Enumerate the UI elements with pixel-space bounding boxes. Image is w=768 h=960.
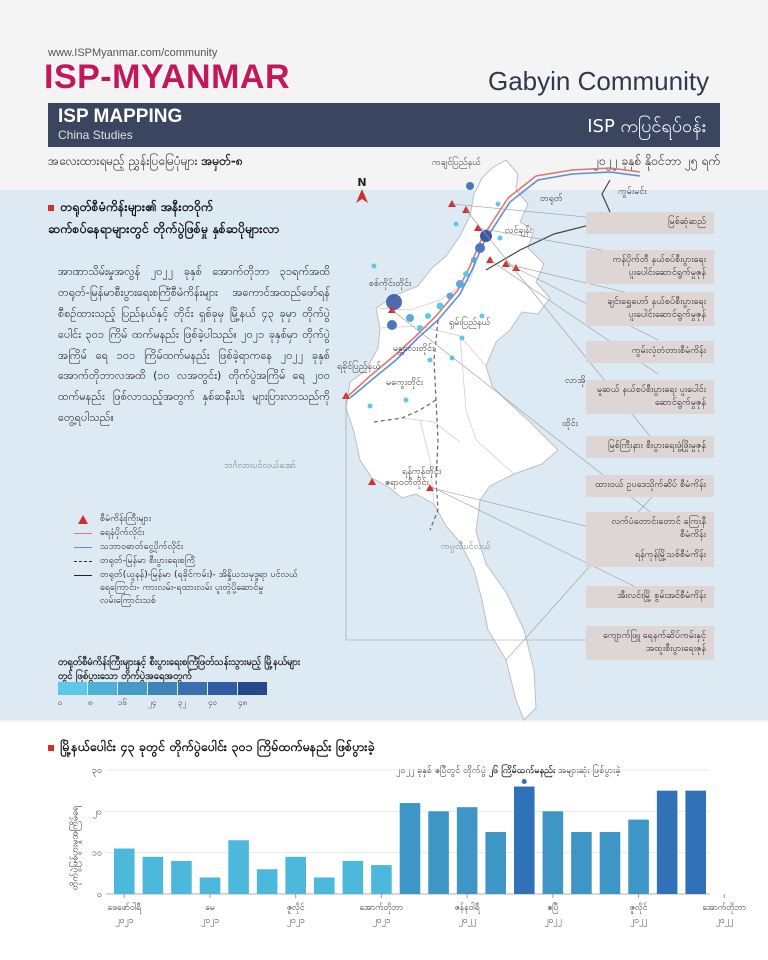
x-tick-year: ၂၀၂၂ [458, 916, 476, 926]
bar [685, 791, 706, 894]
banner-right-title: ISP ကပြင်ရပ်ဝန်း [587, 116, 706, 137]
place-label: လင်ချန်း [505, 226, 532, 236]
project-callout: မြစ်ကြီးနား စီးပွားရေးဖွံ့ဖြိုးမှုဇုန် [586, 436, 714, 458]
highlight-marker [522, 779, 527, 784]
note-prefix: ၂၀၂၂ ခုနှစ် ဧပြီတွင် တိုက်ပွဲ [396, 766, 486, 776]
x-tick-label: အောက်တိုဘာ [359, 903, 404, 913]
header-banner [48, 103, 720, 147]
bullet-square-icon [48, 205, 54, 211]
brand-logo: ISP-MYANMAR [44, 58, 291, 96]
issue-number: အမှတ်-၈ [201, 154, 243, 168]
project-callout: လက်ပံတောင်းတောင် ကြေးနီစီမံကိန်း [586, 512, 714, 546]
x-tick-label: ဇူလိုင် [286, 903, 305, 913]
x-tick-label: ဖေဖော်ဝါရီ [107, 903, 142, 913]
bar [343, 861, 364, 894]
place-label: ရန်ကုန်တိုင်း [402, 467, 442, 477]
chart-title-text: မြို့နယ်ပေါင်း ၄၃ ခုတွင် တိုက်ပွဲပေါင်း ၃၀၁ ကြိမ်ထက်မနည်း ဖြစ်ပွားခဲ့ [60, 739, 375, 754]
place-label: ရှမ်းပြည်နယ် [449, 318, 491, 328]
project-callout: ကွမ်းလုံတံတားစီမံကိန်း [586, 341, 714, 363]
x-tick-year: ၂၀၂၂ [715, 916, 733, 926]
mapping-subtitle: China Studies [58, 128, 133, 142]
scale-tick: ၁၆ [118, 698, 127, 707]
project-callout: မူဆယ် နယ်စပ်စီးပွားရေး ပူးပေါင်းဆောင်ရွက်မှုဇုန် [586, 380, 714, 414]
north-arrow-icon [355, 176, 369, 206]
issue-date: ၂၀၂၂ ခုနှစ် နိုဝင်ဘာ ၂၅ ရက် [593, 154, 720, 168]
scale-tick: ၀ [58, 698, 63, 707]
bar [485, 832, 506, 894]
project-callout: ကန်ပိုက်တီ နယ်စပ်စီးပွားရေး ပူးပေါင်းဆောင်ရွက်မှုဇုန် [586, 250, 714, 284]
place-label: ကွမ်းမင်း [618, 187, 647, 197]
line-swatch [74, 533, 92, 534]
place-label: မန္တလေးတိုင်း [393, 344, 435, 354]
place-label: ဧရာဝတီတိုင်း [385, 478, 429, 488]
issue-label: အလေးထားရမည့် ညွှန်းပြမြေပုံများ [48, 154, 198, 168]
bar [514, 787, 535, 894]
bar [428, 811, 449, 894]
legend-item [58, 569, 308, 608]
bar [371, 865, 392, 894]
site-url[interactable]: www.ISPMyanmar.com/community [48, 47, 218, 59]
x-tick-label: ဇန်နဝါရီ [454, 903, 480, 913]
legend-label: သဘာဝဓာတ်ငွေ့ပိုက်လိုင်း [100, 542, 184, 552]
x-tick-year: ၂၀၂၁ [115, 916, 134, 926]
north-label: N [357, 176, 367, 189]
x-tick-year: ၂၀၂၁ [286, 916, 305, 926]
x-tick-year: ၂၀၂၂ [544, 916, 562, 926]
y-tick-label: ၂၀ [92, 807, 102, 818]
bar [543, 811, 564, 894]
bar [314, 877, 335, 894]
project-callout: ချင်းရွှေဟော် နယ်စပ်စီးပွားရေး ပူးပေါင်းဆောင်ရွက်မှုဇုန် [586, 292, 714, 326]
place-label: လာအို [565, 376, 586, 386]
y-axis-label: တိုက်ပွဲဖြစ်ပွားမှုအကြိမ်ရေ [70, 805, 81, 891]
mapping-title: ISP MAPPING [58, 106, 183, 127]
bar [200, 877, 221, 894]
bar [114, 849, 135, 894]
place-label: ဘင်္ဂလားပင်လယ်အော် [224, 461, 297, 471]
line-swatch [74, 575, 92, 576]
bar [600, 832, 621, 894]
place-label: ကပ္ပလီပင်လယ် [441, 542, 491, 552]
line-swatch [74, 561, 92, 562]
project-callout: အီးလင်းမြို့ စွမ်းအင်စီမံကိန်း [586, 586, 714, 608]
scale-cell [58, 682, 87, 695]
body-paragraph: အာဏာသိမ်းမှုအလွန် ၂၀၂၂ ခုနှစ် အောက်တိုဘာ ၃၁ရက်အထိတရုတ်-မြန်မာစီးပွားရေးစင်္ကြံစီမံကိန်းများ အကောင်အထည်ဖော်ရန် စီစဉ်ထားသည့် ပြည်နယ်နှင့် တိုင်း ရှစ်ခုမှ မြို့နယ် ၄၃ ခုမှာ တိုက်ပွဲပေါင်း ၃၀၁ ကြိမ် ထက်မနည်း ဖြစ်ခဲ့ပါသည်။ ၂၀၂၁ ခုနှစ်မှာ တိုက်ပွဲအကြိမ် ရေ ၁၀၁ ကြိမ်ထက်မနည်း ဖြစ်ခဲ့ရာကနေ ၂၀၂၂ ခုနှစ် အောက်တိုဘာလအထိ (၁၀ လအတွင်း) တိုက်ပွဲအကြိမ် ရေ ၂၀၀ ထက်မနည်း ဖြစ်လာသည့်အတွက် နှစ်ဆနီးပါး များပြားလာသည်ကို တွေ့ရပါသည်။ [58, 265, 330, 425]
scale-cell [178, 682, 207, 695]
section-title-line1: တရုတ်စီမံကိန်းများ၏ အနီးတဝိုက် [60, 199, 214, 214]
section-title [48, 196, 328, 240]
section-title-line2: ဆက်စပ်နေရာများတွင် တိုက်ပွဲဖြစ်မှု နှစ်ဆပိုများလာ [48, 220, 280, 236]
x-tick-year: ၂၀၂၁ [201, 916, 219, 926]
scale-tick: ၄၀ [208, 698, 217, 707]
place-label: ကချင်ပြည်နယ် [432, 158, 482, 168]
bar [143, 857, 164, 894]
bar [228, 840, 249, 894]
scale-tick: ၂၄ [148, 698, 157, 707]
place-label: ရခိုင်ပြည်နယ် [337, 362, 381, 372]
bar [628, 820, 649, 894]
legend-item [58, 513, 308, 527]
triangle-icon [78, 515, 88, 524]
x-tick-label: ဇူလိုင် [629, 903, 648, 913]
scale-cell [118, 682, 147, 695]
y-tick-label: ၀ [96, 890, 102, 900]
issue-line [48, 153, 243, 171]
scale-title: တရုတ်စီမံကိန်းကြီးများနှင့် စီးပွားရေးစင်္ကြံဖြတ်သန်းသွားမည့် မြို့နယ်များတွင် ဖြစ်ပွားသော တိုက်ပွဲအရေအတွက် [58, 657, 301, 682]
project-callout: ထားဝယ် ဥပဒေသိုက်ဆိပ် စီမံကိန်း [586, 475, 714, 497]
bar [285, 857, 306, 894]
bar [457, 807, 478, 894]
bar [571, 832, 592, 894]
scale-tick: ၈ [88, 698, 93, 707]
line-swatch [74, 547, 92, 548]
note-suffix: အများဆုံး ဖြစ်ပွားခဲ့ [557, 766, 621, 776]
legend-item [58, 541, 308, 555]
scale-cell [88, 682, 117, 695]
scale-tick: ၄၈ [238, 698, 248, 707]
chart-title [48, 739, 374, 758]
place-label: တရုတ် [540, 194, 563, 204]
legend-label: တရုတ်(ယူနန်)-မြန်မာ (ရခိုင်ကမ်း)- အိန္ဒိယသမုဒ္ဒရာ ပင်လယ်ရေကြောင်း- ကားလမ်း-ရထားလမ်း ပူးတွဲပို့ဆောင်မှု လမ်းကြောင်းသစ် [100, 570, 298, 607]
legend-label: ရေနံပိုက်လိုင်း [100, 528, 145, 538]
x-tick-year: ၂၀၂၁ [372, 916, 391, 926]
note-bold: ၂၆ ကြိမ်ထက်မနည်း [488, 766, 556, 776]
y-tick-label: ၁၀ [91, 848, 102, 859]
scale-cell [208, 682, 237, 695]
legend-item [58, 527, 308, 541]
north-arrow-shape [355, 189, 369, 203]
project-callout: ကျောက်ဖြူ ရေနက်ဆိပ်ကမ်းနှင့် အထူးစီးပွားရေးဇုန် [586, 626, 714, 660]
x-tick-label: အောက်တိုဘာ [702, 903, 747, 913]
x-tick-label: မေ [205, 903, 215, 913]
place-label: ထိုင်း [562, 419, 578, 429]
y-tick-label: ၃၀ [91, 766, 102, 776]
bar [657, 791, 678, 894]
scale-cell [238, 682, 267, 695]
bullet-square-icon [48, 745, 54, 751]
community-title: Gabyin Community [488, 66, 710, 96]
myanmar-land [346, 160, 558, 720]
place-label: မကွေးတိုင်း [386, 378, 424, 388]
legend-label: တရုတ်-မြန်မာ စီးပွားရေးစင်္ကြံ [100, 556, 196, 566]
scale-cell [148, 682, 177, 695]
x-tick-year: ၂၀၂၂ [629, 916, 648, 926]
map-legend [58, 513, 308, 608]
legend-label: စီမံကိန်းကြီးများ [100, 514, 152, 524]
place-label: စစ်ကိုင်းတိုင်း [369, 279, 412, 289]
color-scale [58, 682, 268, 695]
project-callout: ရန်ကုန်မြို့သစ်စီမံကိန်း [586, 545, 714, 567]
x-tick-label: ဧပြီ [547, 903, 559, 913]
bar [400, 803, 421, 894]
bar [171, 861, 192, 894]
project-callout: မြစ်ဆုံဆည် [586, 212, 714, 234]
legend-item [58, 555, 308, 569]
bar-chart [80, 760, 747, 956]
bar [257, 869, 278, 894]
scale-tick: ၃၂ [178, 698, 187, 707]
